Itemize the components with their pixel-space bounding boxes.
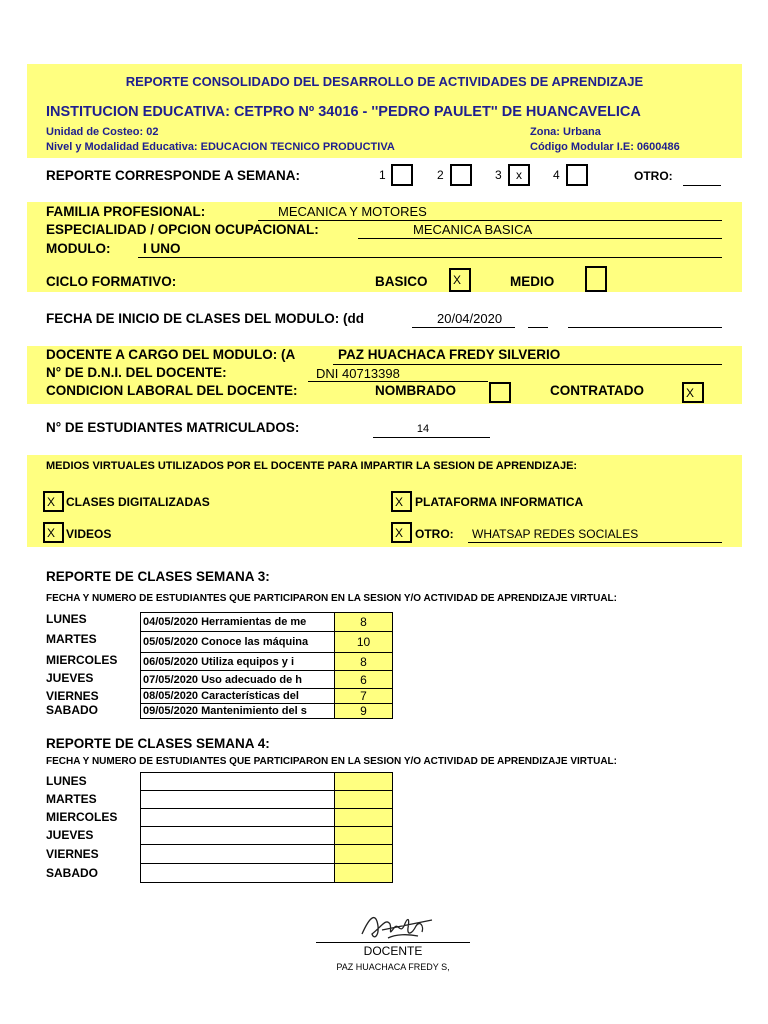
platform-label: PLATAFORMA INFORMATICA <box>415 495 584 509</box>
basic-label: BASICO <box>375 274 428 289</box>
digital-classes-checkbox[interactable]: X <box>43 491 64 512</box>
week4-activity-cell[interactable] <box>141 845 335 864</box>
week3-count-cell[interactable]: 6 <box>335 671 393 689</box>
contracted-checkbox[interactable]: X <box>682 382 704 403</box>
week3-activity-cell[interactable]: 04/05/2020 Herramientas de me <box>141 613 335 632</box>
week-option-2-checkbox[interactable] <box>450 164 472 186</box>
week4-day-label: VIERNES <box>46 847 99 861</box>
week-option-1-checkbox[interactable] <box>391 164 413 186</box>
week3-activity-cell[interactable]: 06/05/2020 Utiliza equipos y i <box>141 653 335 671</box>
table-row <box>141 773 393 791</box>
education-level: Nivel y Modalidad Educativa: EDUCACION TECNICO PRODUCTIVA <box>46 141 395 153</box>
week3-count-cell[interactable]: 8 <box>335 613 393 632</box>
start-date-underline-3 <box>568 327 722 328</box>
week3-count-cell[interactable]: 10 <box>335 632 393 653</box>
condition-label: CONDICION LABORAL DEL DOCENTE: <box>46 383 298 398</box>
week4-title: REPORTE DE CLASES SEMANA 4: <box>46 736 270 751</box>
week3-title: REPORTE DE CLASES SEMANA 3: <box>46 569 270 584</box>
videos-label: VIDEOS <box>66 527 112 541</box>
appointed-label: NOMBRADO <box>375 383 456 398</box>
week4-count-cell[interactable] <box>335 773 393 791</box>
specialty-underline <box>358 238 722 239</box>
week4-activity-cell[interactable] <box>141 791 335 809</box>
week3-day-label: VIERNES <box>46 689 99 703</box>
videos-checkbox[interactable]: X <box>43 522 64 543</box>
dni-label: N° DE D.N.I. DEL DOCENTE: <box>46 365 227 380</box>
signature-role: DOCENTE <box>363 944 423 958</box>
report-title: REPORTE CONSOLIDADO DEL DESARROLLO DE ACTIVIDADES DE APRENDIZAJE <box>125 74 644 89</box>
table-row <box>141 671 393 689</box>
table-row <box>141 864 393 883</box>
other-media-underline <box>468 542 722 543</box>
week3-day-label: SABADO <box>46 703 99 717</box>
week-option-4-checkbox[interactable] <box>566 164 588 186</box>
modular-code: Código Modular I.E: 0600486 <box>530 141 680 153</box>
week3-activity-cell[interactable]: 07/05/2020 Uso adecuado de h <box>141 671 335 689</box>
week-option-3-number: 3 <box>495 168 502 182</box>
week-option-1-number: 1 <box>379 168 386 182</box>
students-label: N° DE ESTUDIANTES MATRICULADOS: <box>46 420 300 435</box>
week-option-4-number: 4 <box>553 168 560 182</box>
unit-cost: Unidad de Costeo: 02 <box>46 126 159 138</box>
module-value: I UNO <box>143 241 181 256</box>
week4-day-label: MIERCOLES <box>46 810 118 824</box>
teacher-label: DOCENTE A CARGO DEL MODULO: (A <box>46 347 296 362</box>
week3-day-label: JUEVES <box>46 671 94 685</box>
other-media-label: OTRO: <box>415 527 454 541</box>
week4-table <box>140 772 393 883</box>
week4-activity-cell[interactable] <box>141 864 335 883</box>
week4-activity-cell[interactable] <box>141 773 335 791</box>
start-date-label: FECHA DE INICIO DE CLASES DEL MODULO: (dd <box>46 311 365 326</box>
medium-label: MEDIO <box>510 274 555 289</box>
contracted-label: CONTRATADO <box>550 383 644 398</box>
zone: Zona: Urbana <box>530 126 601 138</box>
week4-day-label: MARTES <box>46 792 97 806</box>
table-row <box>141 613 393 632</box>
week4-day-label: SABADO <box>46 866 99 880</box>
cycle-label: CICLO FORMATIVO: <box>46 274 177 289</box>
week3-count-cell[interactable]: 7 <box>335 689 393 704</box>
basic-checkbox[interactable]: X <box>449 268 471 292</box>
other-media-checkbox[interactable]: X <box>391 522 412 543</box>
week3-table <box>140 612 393 719</box>
week4-count-cell[interactable] <box>335 827 393 845</box>
start-date-underline-2 <box>528 327 548 328</box>
signature-name: PAZ HUACHACA FREDY S, <box>336 962 450 972</box>
medium-checkbox[interactable] <box>585 266 607 292</box>
week4-count-cell[interactable] <box>335 809 393 827</box>
week3-day-label: LUNES <box>46 612 87 626</box>
table-row <box>141 791 393 809</box>
week3-count-cell[interactable]: 9 <box>335 704 393 719</box>
students-value: 14 <box>416 423 430 435</box>
digital-classes-label: CLASES DIGITALIZADAS <box>66 495 210 509</box>
family-underline <box>258 220 722 221</box>
week-option-3-checkbox[interactable]: x <box>508 164 530 186</box>
table-row <box>141 632 393 653</box>
week3-subtitle: FECHA Y NUMERO DE ESTUDIANTES QUE PARTICIPARON EN LA SESION Y/O ACTIVIDAD DE APRENDIZAJE VIRTUAL: <box>46 593 617 604</box>
week4-count-cell[interactable] <box>335 791 393 809</box>
module-underline <box>138 257 722 258</box>
students-underline <box>373 437 490 438</box>
week4-day-label: LUNES <box>46 774 87 788</box>
teacher-underline <box>333 364 722 365</box>
specialty-value: MECANICA BASICA <box>413 222 533 237</box>
table-row <box>141 704 393 719</box>
week-other-line[interactable] <box>683 185 721 186</box>
specialty-label: ESPECIALIDAD / OPCION OCUPACIONAL: <box>46 222 319 237</box>
week4-count-cell[interactable] <box>335 845 393 864</box>
table-row <box>141 845 393 864</box>
virtual-media-label: MEDIOS VIRTUALES UTILIZADOS POR EL DOCENTE PARA IMPARTIR LA SESION DE APRENDIZAJE: <box>46 460 578 472</box>
start-date-value: 20/04/2020 <box>437 311 503 326</box>
table-row <box>141 827 393 845</box>
family-label: FAMILIA PROFESIONAL: <box>46 204 206 219</box>
week4-activity-cell[interactable] <box>141 809 335 827</box>
week3-activity-cell[interactable]: 09/05/2020 Mantenimiento del s <box>141 704 335 719</box>
table-row <box>141 809 393 827</box>
family-value: MECANICA Y MOTORES <box>278 204 427 219</box>
signature-line <box>316 942 470 943</box>
teacher-name: PAZ HUACHACA FREDY SILVERIO <box>338 347 561 362</box>
week-option-2-number: 2 <box>437 168 444 182</box>
platform-checkbox[interactable]: X <box>391 491 412 512</box>
week3-day-label: MARTES <box>46 632 97 646</box>
table-row <box>141 653 393 671</box>
start-date-underline-1 <box>412 327 515 328</box>
week4-count-cell[interactable] <box>335 864 393 883</box>
signature-scribble-icon <box>352 904 442 946</box>
week3-count-cell[interactable]: 8 <box>335 653 393 671</box>
week-report-label: REPORTE CORRESPONDE A SEMANA: <box>46 168 301 183</box>
module-label: MODULO: <box>46 241 111 256</box>
week4-day-label: JUEVES <box>46 828 94 842</box>
week3-day-label: MIERCOLES <box>46 653 118 667</box>
table-row <box>141 689 393 704</box>
institution-name: INSTITUCION EDUCATIVA: CETPRO Nº 34016 - ''PEDRO PAULET'' DE HUANCAVELICA <box>46 104 641 120</box>
other-media-value: WHATSAP REDES SOCIALES <box>472 527 639 541</box>
week-other-label: OTRO: <box>634 169 673 183</box>
week3-activity-cell[interactable]: 05/05/2020 Conoce las máquina <box>141 632 335 653</box>
week4-subtitle: FECHA Y NUMERO DE ESTUDIANTES QUE PARTICIPARON EN LA SESION Y/O ACTIVIDAD DE APRENDIZAJE VIRTUAL: <box>46 756 617 767</box>
appointed-checkbox[interactable] <box>489 382 511 403</box>
dni-value: DNI 40713398 <box>316 366 400 381</box>
week3-activity-cell[interactable]: 08/05/2020 Características del <box>141 689 335 704</box>
week4-activity-cell[interactable] <box>141 827 335 845</box>
dni-underline <box>308 381 488 382</box>
